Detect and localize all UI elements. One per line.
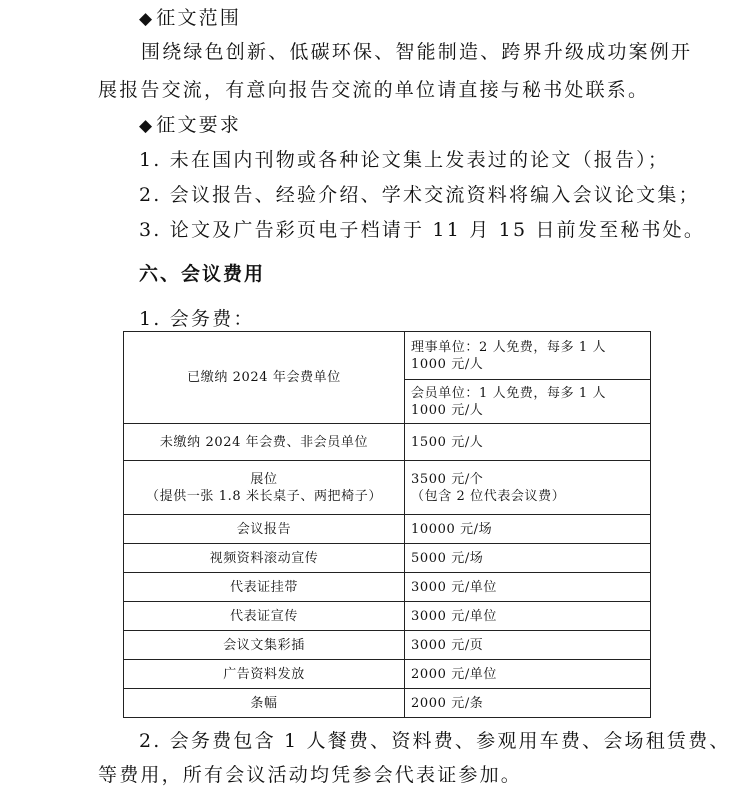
requirement-item-2: 2. 会议报告、经验介绍、学术交流资料将编入会议论文集； (139, 184, 700, 206)
table-row (124, 631, 651, 660)
fee-note-line-1: 2. 会务费包含 1 人餐费、资料费、参观用车费、会场租赁费、 (139, 730, 731, 752)
fee-item-value: 5000 元/场 (405, 544, 651, 573)
director-unit-fee (405, 332, 651, 380)
fee-item-value: 3000 元/单位 (405, 602, 651, 631)
member-fee-line-1: 会员单位：1 人免费，每多 1 人 (411, 385, 607, 401)
fee-item-value: 2000 元/单位 (405, 660, 651, 689)
table-row (124, 660, 651, 689)
scope-line-2: 展报告交流，有意向报告交流的单位请直接与秘书处联系。 (98, 79, 650, 101)
booth-label-line-2: （提供一张 1.8 米长桌子、两把椅子） (146, 488, 382, 504)
unpaid-label: 未缴纳 2024 年会费、非会员单位 (124, 424, 405, 461)
requirement-item-1: 1. 未在国内刊物或各种论文集上发表过的论文（报告）； (139, 149, 670, 171)
fee-item-value: 3000 元/页 (405, 631, 651, 660)
table-row (124, 689, 651, 718)
paid-member-label: 已缴纳 2024 年会费单位 (124, 332, 405, 424)
fee-item-label: 会议文集彩插 (124, 631, 405, 660)
fee-item-label: 广告资料发放 (124, 660, 405, 689)
fee-item-value: 2000 元/条 (405, 689, 651, 718)
table-row (124, 515, 651, 544)
requirement-item-3: 3. 论文及广告彩页电子档请于 11 月 15 日前发至秘书处。 (139, 219, 706, 241)
table-row (124, 544, 651, 573)
fee-item-label: 条幅 (124, 689, 405, 718)
requirements-heading-text: 征文要求 (156, 114, 242, 136)
table-row (124, 461, 651, 515)
fee-item-label: 代表证宣传 (124, 602, 405, 631)
fee-item-label: 代表证挂带 (124, 573, 405, 602)
table-row (124, 332, 651, 380)
diamond-bullet-icon: ◆ (139, 9, 155, 29)
booth-label (124, 461, 405, 515)
diamond-bullet-icon: ◆ (139, 116, 155, 136)
fee-item-value: 3000 元/单位 (405, 573, 651, 602)
fee-table (123, 331, 651, 718)
fee-item-value: 10000 元/场 (405, 515, 651, 544)
scope-heading-text: 征文范围 (156, 7, 242, 29)
fees-subheading: 1. 会务费： (139, 308, 255, 330)
member-unit-fee (405, 380, 651, 424)
section-heading-scope (139, 6, 241, 31)
scope-line-1: 围绕绿色创新、低碳环保、智能制造、跨界升级成功案例开 (141, 41, 693, 63)
table-row (124, 424, 651, 461)
section-heading-fees: 六、会议费用 (139, 263, 266, 285)
booth-fee-line-1: 3500 元/个 (411, 471, 484, 487)
booth-fee (405, 461, 651, 515)
fee-note-line-2: 等费用，所有会议活动均凭参会代表证参加。 (98, 764, 523, 786)
unpaid-fee: 1500 元/人 (405, 424, 651, 461)
booth-fee-line-2: （包含 2 位代表会议费） (411, 488, 566, 504)
table-row (124, 573, 651, 602)
fee-item-label: 视频资料滚动宣传 (124, 544, 405, 573)
table-row (124, 602, 651, 631)
booth-label-line-1: 展位 (250, 471, 278, 487)
director-fee-line-1: 理事单位：2 人免费，每多 1 人 (411, 339, 607, 355)
member-fee-line-2: 1000 元/人 (411, 402, 484, 418)
director-fee-line-2: 1000 元/人 (411, 356, 484, 372)
fee-item-label: 会议报告 (124, 515, 405, 544)
section-heading-requirements (139, 113, 241, 138)
